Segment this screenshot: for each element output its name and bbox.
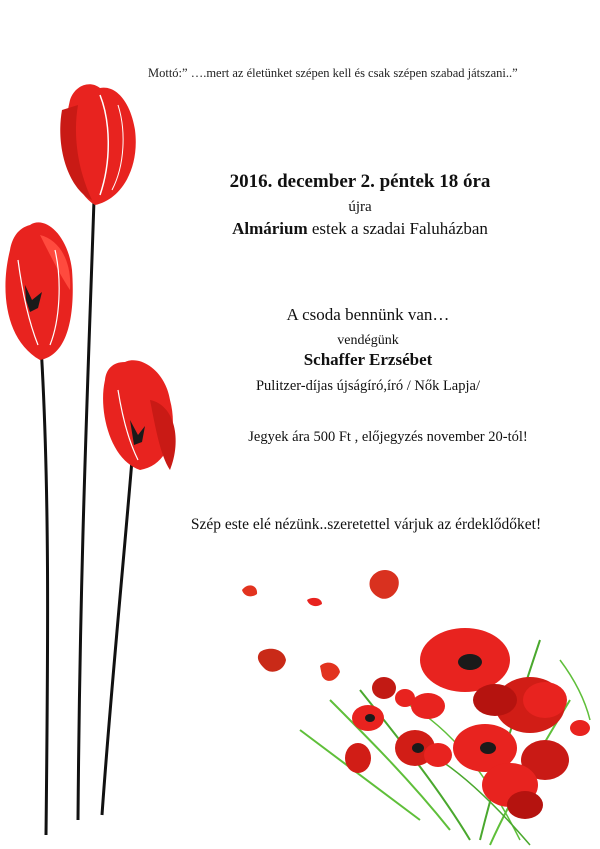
- series-name: Almárium: [232, 219, 308, 238]
- falling-petals: [242, 570, 399, 681]
- poppy-flowers-left: [5, 84, 175, 835]
- motto-line: Mottó:” ….mert az életünket szépen kell és csak szépen szabad játszani..”: [148, 66, 518, 80]
- program-headline: A csoda bennünk van…: [286, 305, 450, 324]
- guest-label: vendégünk: [337, 333, 399, 348]
- event-date: 2016. december 2. péntek 18 óra: [229, 171, 491, 192]
- closing-line: Szép este elé nézünk..szeretettel várjuk az érdeklődőket!: [190, 516, 542, 533]
- guest-name: Schaffer Erzsébet: [303, 350, 433, 369]
- guest-description: Pulitzer-díjas újságíró,író / Nők Lapja/: [255, 378, 480, 394]
- poppy-bouquet-bottom-right: [300, 628, 590, 845]
- poppy-middle: [5, 222, 72, 360]
- event-again: újra: [348, 199, 372, 215]
- series-location: estek a szadai Faluházban: [307, 219, 488, 238]
- ticket-info: Jegyek ára 500 Ft , előjegyzés november 20-tól!: [248, 429, 528, 445]
- poppy-lower: [103, 360, 176, 470]
- event-series: [60, 219, 600, 239]
